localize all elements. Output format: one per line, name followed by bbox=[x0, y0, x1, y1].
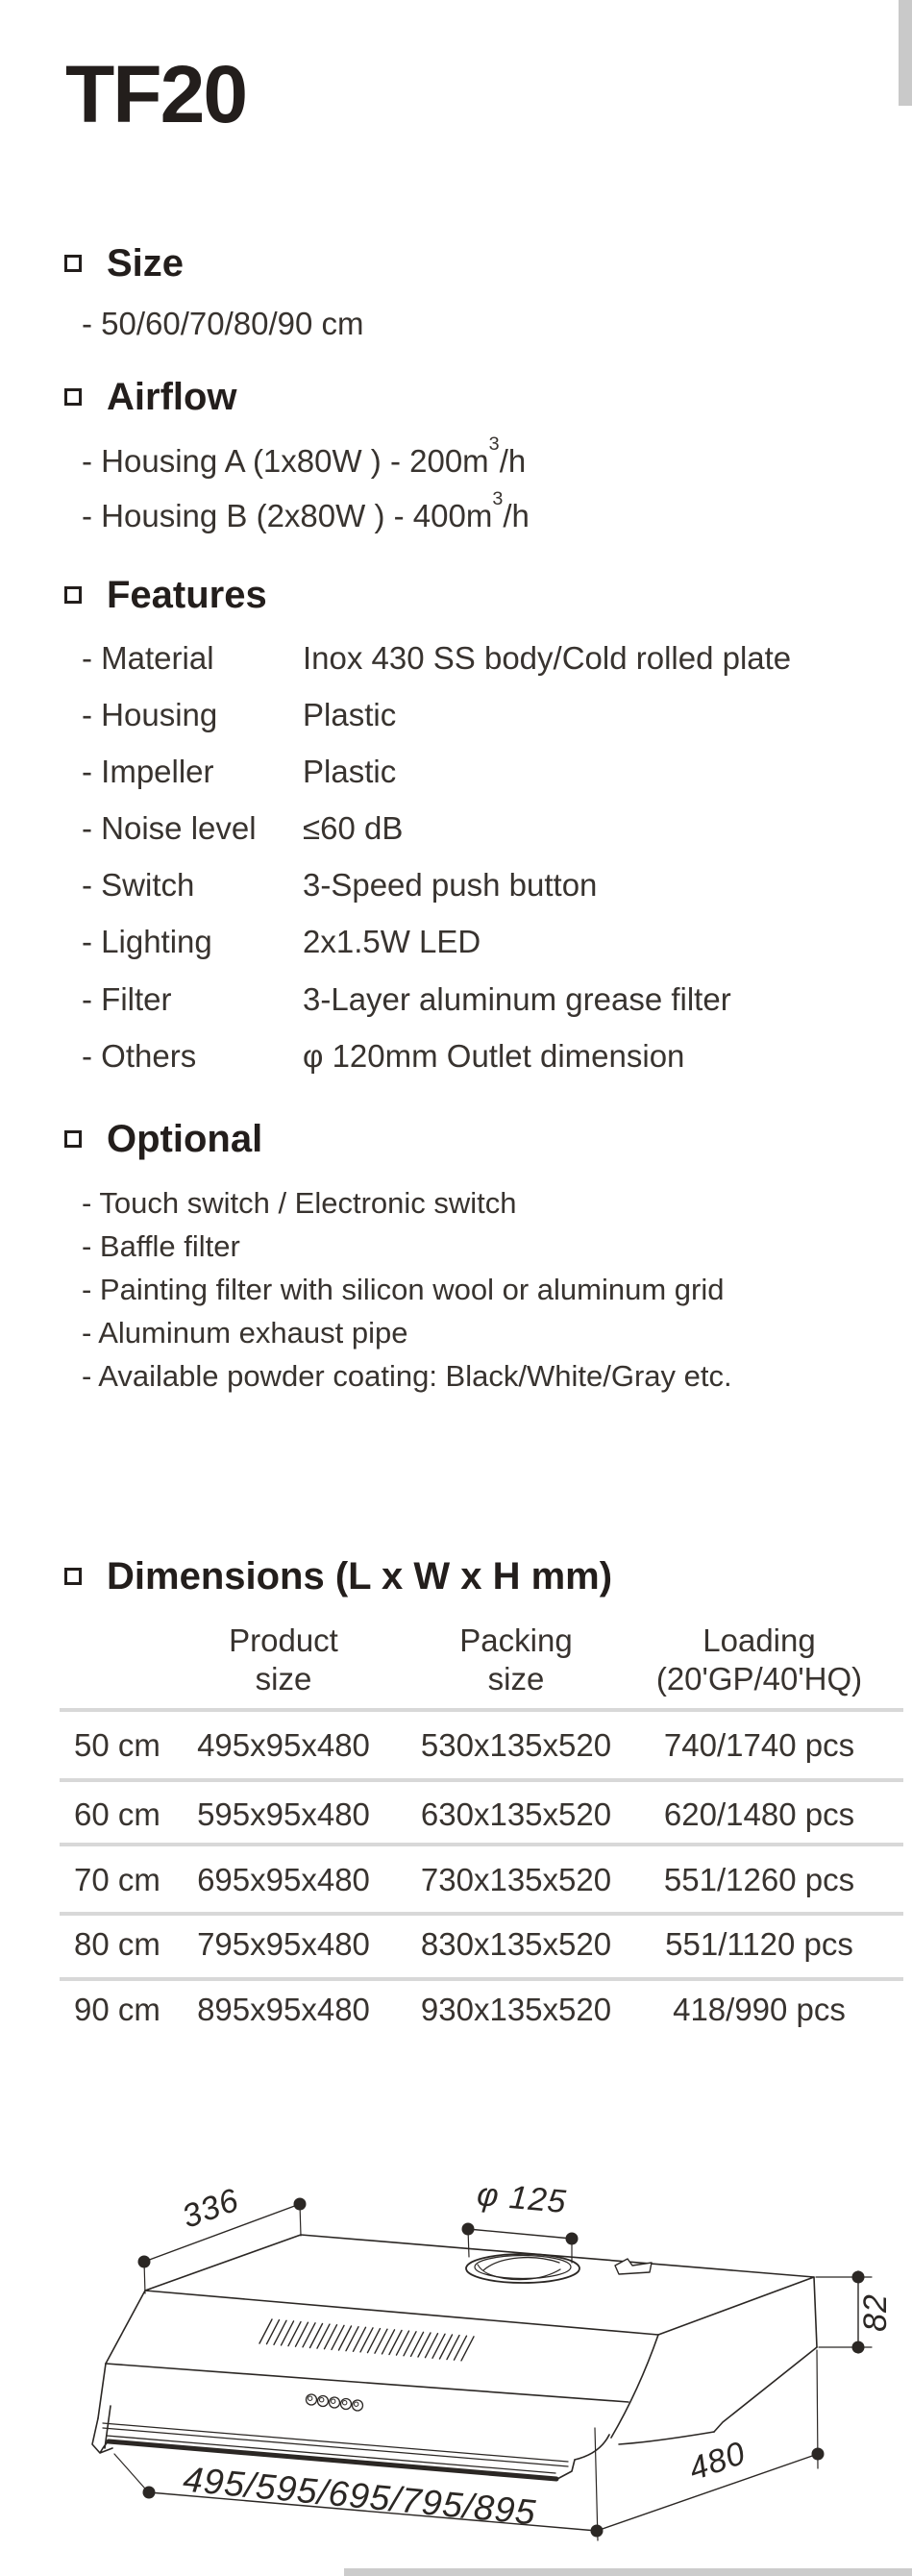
feature-label: - Impeller bbox=[82, 754, 214, 789]
feature-value: Plastic bbox=[303, 697, 397, 732]
push-button-detail bbox=[343, 2401, 347, 2405]
airflow-item bbox=[82, 490, 530, 535]
bullet-square-icon bbox=[64, 1568, 82, 1585]
column-header-line: size bbox=[255, 1661, 312, 1697]
size-item: - 50/60/70/80/90 cm bbox=[82, 306, 364, 341]
dimension-line bbox=[468, 2229, 572, 2239]
table-divider bbox=[60, 1912, 903, 1916]
feature-value: ≤60 dB bbox=[303, 810, 404, 846]
section-heading-optional: Optional bbox=[107, 1118, 263, 1160]
vent-grille-hatching bbox=[259, 2319, 474, 2361]
dim-480-label: 480 bbox=[683, 2434, 751, 2489]
airflow-item-text: - Housing A (1x80W ) - 200m bbox=[82, 443, 489, 479]
table-divider bbox=[60, 1843, 903, 1846]
table-cell-packing: 730x135x520 bbox=[420, 1862, 612, 1897]
feature-label: - Lighting bbox=[82, 924, 212, 959]
push-button-detail bbox=[320, 2398, 324, 2402]
feature-value: Plastic bbox=[303, 754, 397, 789]
table-cell-product: 695x95x480 bbox=[197, 1862, 370, 1897]
dimension-dot bbox=[852, 2271, 865, 2284]
table-cell-loading: 740/1740 pcs bbox=[663, 1727, 855, 1763]
table-cell-size: 60 cm bbox=[74, 1796, 160, 1832]
feature-label: - Noise level bbox=[82, 810, 257, 846]
column-header-loading bbox=[615, 1622, 903, 1698]
page-title: TF20 bbox=[65, 49, 247, 139]
feature-value: 2x1.5W LED bbox=[303, 924, 481, 959]
hood-left-slant-edge bbox=[106, 2291, 145, 2364]
airflow-item-unit: /h bbox=[499, 443, 527, 479]
feature-label: - Material bbox=[82, 640, 214, 676]
table-cell-product: 795x95x480 bbox=[197, 1926, 370, 1962]
table-cell-loading: 551/1260 pcs bbox=[663, 1862, 855, 1897]
optional-item: - Touch switch / Electronic switch bbox=[82, 1186, 517, 1220]
column-header-line: size bbox=[487, 1661, 545, 1697]
feature-label: - Housing bbox=[82, 697, 218, 732]
table-cell-product: 495x95x480 bbox=[197, 1727, 370, 1763]
hood-right-bend-edge bbox=[611, 2335, 658, 2438]
dimension-dot bbox=[852, 2341, 865, 2354]
bullet-square-icon bbox=[64, 388, 82, 406]
control-buttons bbox=[307, 2394, 363, 2411]
product-technical-drawing bbox=[91, 2148, 908, 2571]
section-heading-dimensions: Dimensions (L x W x H mm) bbox=[107, 1555, 613, 1598]
optional-item: - Baffle filter bbox=[82, 1229, 240, 1263]
table-cell-packing: 830x135x520 bbox=[420, 1926, 612, 1962]
table-cell-size: 90 cm bbox=[74, 1992, 160, 2027]
dimension-dot bbox=[566, 2233, 579, 2245]
column-header-line: Product bbox=[229, 1622, 338, 1658]
column-header-packing-size bbox=[396, 1622, 636, 1698]
table-cell-size: 50 cm bbox=[74, 1727, 160, 1763]
superscript: 3 bbox=[488, 433, 500, 456]
airflow-item-unit: /h bbox=[503, 498, 530, 533]
dimension-dot bbox=[812, 2448, 825, 2461]
bullet-square-icon bbox=[64, 1130, 82, 1148]
section-heading-features: Features bbox=[107, 574, 267, 616]
table-cell-packing: 530x135x520 bbox=[420, 1727, 612, 1763]
section-heading-size: Size bbox=[107, 242, 185, 285]
table-cell-size: 70 cm bbox=[74, 1862, 160, 1897]
feature-label: - Filter bbox=[82, 981, 172, 1017]
push-button-detail bbox=[308, 2396, 312, 2400]
dimension-dot bbox=[294, 2198, 307, 2211]
hood-right-face-edge bbox=[814, 2277, 817, 2347]
table-divider bbox=[60, 1708, 903, 1712]
dimension-82 bbox=[816, 2271, 894, 2354]
column-header-product-size bbox=[163, 1622, 404, 1698]
dimension-widths bbox=[114, 2454, 604, 2538]
feature-label: - Others bbox=[82, 1038, 197, 1074]
optional-item: - Aluminum exhaust pipe bbox=[82, 1316, 408, 1350]
hood-body-outline bbox=[92, 2235, 817, 2479]
optional-item: - Painting filter with silicon wool or aluminum grid bbox=[82, 1273, 725, 1306]
airflow-item bbox=[82, 435, 526, 481]
column-header-line: (20'GP/40'HQ) bbox=[655, 1661, 863, 1697]
table-cell-size: 80 cm bbox=[74, 1926, 160, 1962]
superscript: 3 bbox=[492, 488, 504, 510]
dimension-dot bbox=[591, 2525, 604, 2538]
bullet-square-icon bbox=[64, 255, 82, 272]
table-cell-loading: 418/990 pcs bbox=[673, 1992, 846, 2027]
optional-item: - Available powder coating: Black/White/Gray etc. bbox=[82, 1359, 732, 1393]
dimension-480 bbox=[595, 2350, 825, 2540]
table-divider bbox=[60, 1778, 903, 1782]
hood-underside-edge bbox=[619, 2432, 714, 2444]
table-cell-loading: 551/1120 pcs bbox=[665, 1926, 853, 1962]
dim-82-label: 82 bbox=[857, 2293, 894, 2332]
feature-value: Inox 430 SS body/Cold rolled plate bbox=[303, 640, 792, 676]
dimension-dot bbox=[462, 2223, 475, 2236]
column-header-line: Loading bbox=[702, 1622, 816, 1658]
hood-right-face-bottom-edge bbox=[714, 2347, 817, 2432]
dim-outlet-label: φ 125 bbox=[475, 2176, 569, 2221]
push-button-detail bbox=[332, 2399, 335, 2403]
table-cell-product: 595x95x480 bbox=[197, 1796, 370, 1832]
table-cell-packing: 630x135x520 bbox=[420, 1796, 612, 1832]
airflow-item-text: - Housing B (2x80W ) - 400m bbox=[82, 498, 493, 533]
dim-widths-label: 495/595/695/795/895 bbox=[181, 2459, 538, 2533]
dimension-dot bbox=[138, 2256, 151, 2268]
table-cell-product: 895x95x480 bbox=[197, 1992, 370, 2027]
hood-slant-band-bottom-edge bbox=[106, 2364, 629, 2402]
dim-336-label: 336 bbox=[177, 2181, 244, 2236]
scan-edge-artifact bbox=[899, 0, 912, 106]
column-header-line: Packing bbox=[459, 1622, 573, 1658]
feature-value: 3-Layer aluminum grease filter bbox=[303, 981, 731, 1017]
feature-value: 3-Speed push button bbox=[303, 867, 598, 903]
hood-top-face bbox=[145, 2235, 814, 2335]
right-filter-rail-bracket bbox=[557, 2435, 609, 2479]
bullet-square-icon bbox=[64, 586, 82, 604]
table-cell-loading: 620/1480 pcs bbox=[663, 1796, 855, 1832]
section-heading-airflow: Airflow bbox=[107, 376, 237, 418]
table-divider bbox=[60, 1977, 903, 1981]
dimension-dot bbox=[143, 2487, 156, 2499]
table-cell-packing: 930x135x520 bbox=[420, 1992, 612, 2027]
front-face-left-edge bbox=[98, 2364, 106, 2418]
feature-value: φ 120mm Outlet dimension bbox=[303, 1038, 685, 1074]
push-button-detail bbox=[355, 2402, 358, 2406]
left-filter-rail-bracket bbox=[92, 2406, 112, 2453]
feature-label: - Switch bbox=[82, 867, 195, 903]
